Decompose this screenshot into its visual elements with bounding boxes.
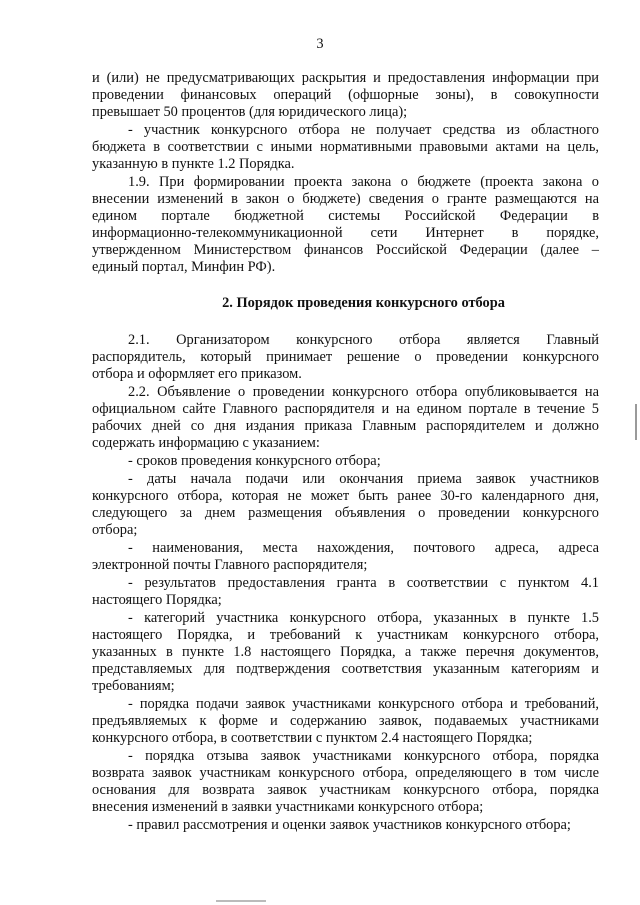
- text-line: превышает 50 процентов (для юридического лица);: [92, 104, 408, 120]
- list-item-submission: [92, 696, 599, 747]
- text-line: внесении изменений в закон о бюджете) сведения о гранте размещаются на: [92, 191, 599, 207]
- paragraph-state-budget: [92, 122, 599, 173]
- section-title: 2. Порядок проведения конкурсного отбора: [222, 295, 505, 311]
- text-line: представляемых для подтверждения соответствия указанным категориям и: [92, 661, 599, 677]
- list-item-withdrawal: [92, 748, 599, 816]
- text-line: содержать информацию с указанием:: [92, 435, 320, 451]
- text-line: утвержденном Министерством финансов Российской Федерации (далее –: [92, 242, 599, 258]
- list-item-categories: [92, 610, 599, 695]
- paragraph-2-2: [92, 384, 599, 452]
- text-line: - порядка отзыва заявок участниками конкурсного отбора, порядка: [128, 748, 599, 764]
- text-line: 2.1. Организатором конкурсного отбора является Главный: [128, 332, 599, 348]
- text-line: и (или) не предусматривающих раскрытия и предоставления информации при: [92, 70, 599, 86]
- list-item-results: [92, 575, 599, 609]
- text-line: рабочих дней со дня издания приказа Главным распорядителем и должно: [92, 418, 599, 434]
- text-line: предъявляемых к форме и содержанию заявок, подаваемых участниками: [92, 713, 599, 729]
- paragraph-1-9: [92, 174, 599, 276]
- text-line: настоящего Порядка;: [92, 592, 222, 608]
- text-line: настоящего Порядка, и требований к участникам конкурсного отбора,: [92, 627, 599, 643]
- text-line: указанных в пункте 1.8 настоящего Порядка, а также перечня документов,: [92, 644, 599, 660]
- text-line: - результатов предоставления гранта в соответствии с пунктом 4.1: [128, 575, 599, 591]
- text-line: бюджета в соответствии с иными нормативными правовыми актами на цель,: [92, 139, 599, 155]
- list-item-review: [92, 817, 599, 834]
- text-line: отбора и оформляет его приказом.: [92, 366, 302, 382]
- text-line: 1.9. При формировании проекта закона о бюджете (проекта закона о: [128, 174, 599, 190]
- text-line: - сроков проведения конкурсного отбора;: [128, 453, 381, 469]
- text-line: следующего за днем размещения объявления о проведении конкурсного: [92, 505, 599, 521]
- text-line: едином портале бюджетной системы Российской Федерации в: [92, 208, 599, 224]
- text-line: внесения изменений в заявки участниками конкурсного отбора;: [92, 799, 484, 815]
- list-item-dates: [92, 471, 599, 539]
- text-line: - даты начала подачи или окончания приема заявок участников: [128, 471, 599, 487]
- text-line: - правил рассмотрения и оценки заявок участников конкурсного отбора;: [128, 817, 571, 833]
- text-line: требованиям;: [92, 678, 175, 694]
- list-item-contacts: [92, 540, 599, 574]
- text-line: проведении финансовых операций (офшорные зоны), в совокупности: [92, 87, 599, 103]
- scan-edge-mark: [635, 404, 637, 440]
- text-line: конкурсного отбора, в соответствии с пунктом 2.4 настоящего Порядка;: [92, 730, 533, 746]
- scan-bottom-mark: [216, 900, 266, 902]
- text-line: - порядка подачи заявок участниками конкурсного отбора и требований,: [128, 696, 599, 712]
- text-line: отбора;: [92, 522, 138, 538]
- page-number: 3: [316, 36, 324, 52]
- paragraph-offshore-continuation: [92, 70, 599, 121]
- text-line: конкурсного отбора, которая не может быть ранее 30-го календарного дня,: [92, 488, 599, 504]
- text-line: - наименования, места нахождения, почтового адреса, адреса: [128, 540, 599, 556]
- text-line: указанную в пункте 1.2 Порядка.: [92, 156, 295, 172]
- text-line: - участник конкурсного отбора не получает средства из областного: [128, 122, 599, 138]
- text-line: 2.2. Объявление о проведении конкурсного отбора опубликовывается на: [128, 384, 599, 400]
- page-content: [92, 70, 599, 834]
- text-line: распорядитель, который принимает решение о проведении конкурсного: [92, 349, 599, 365]
- paragraph-2-1: [92, 332, 599, 383]
- text-line: единый портал, Минфин РФ).: [92, 259, 276, 275]
- text-line: возврата заявок участникам конкурсного отбора, определяющего в том числе: [92, 765, 599, 781]
- list-item-terms: [92, 453, 599, 470]
- text-line: информационно-телекоммуникационной сети Интернет в порядке,: [92, 225, 599, 241]
- text-line: - категорий участника конкурсного отбора, указанных в пункте 1.5: [128, 610, 599, 626]
- text-line: основания для возврата заявок участникам конкурсного отбора, порядка: [92, 782, 599, 798]
- text-line: электронной почты Главного распорядителя;: [92, 557, 368, 573]
- text-line: официальном сайте Главного распорядителя и на едином портале в течение 5: [92, 401, 599, 417]
